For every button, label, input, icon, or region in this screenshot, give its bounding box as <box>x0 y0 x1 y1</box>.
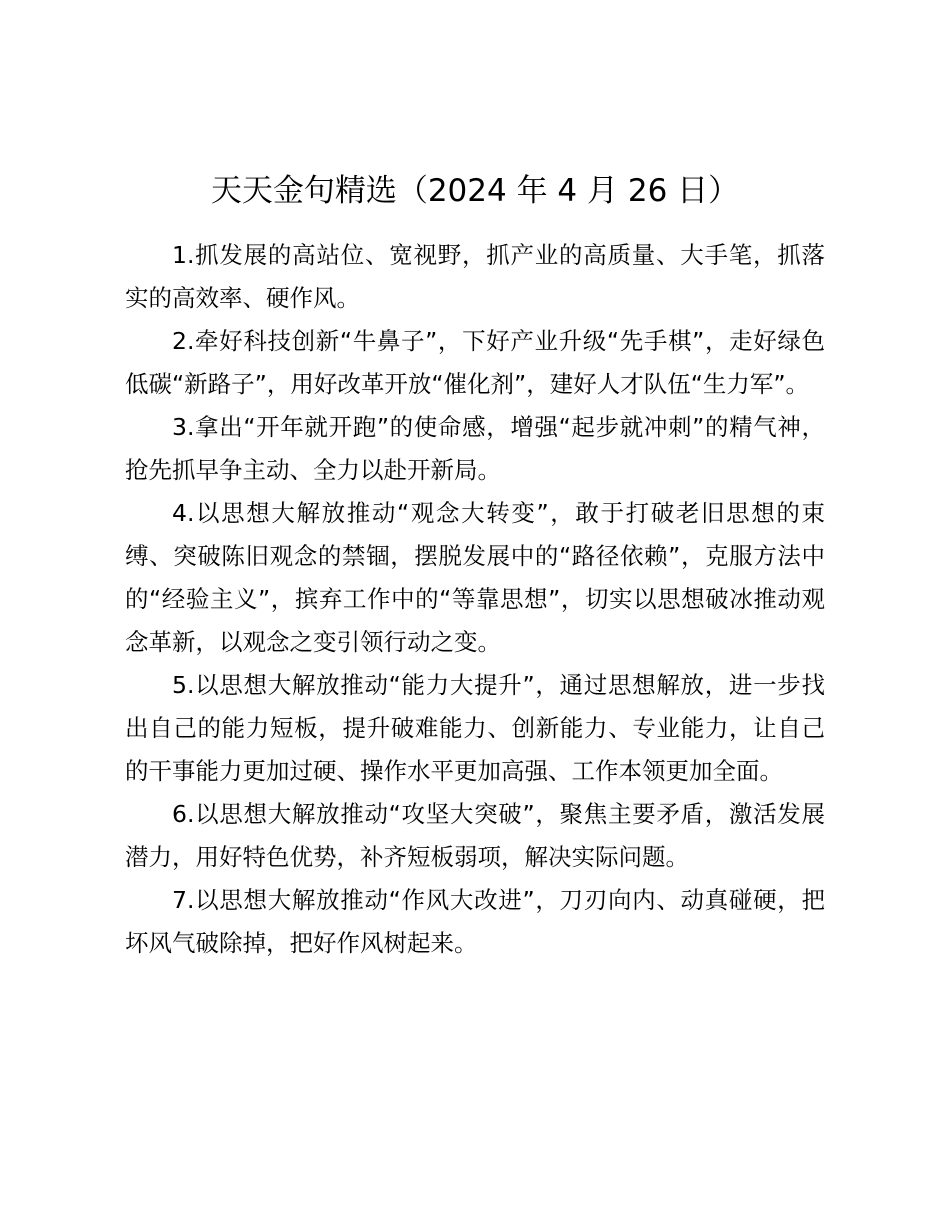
quote-paragraph-2: 2.牵好科技创新“牛鼻子”，下好产业升级“先手棋”，走好绿色低碳“新路子”，用好改革开放“催化剂”，建好人才队伍“生力军”。 <box>125 327 825 398</box>
quote-paragraph-6: 6.以思想大解放推动“攻坚大突破”，聚焦主要矛盾，激活发展潜力，用好特色优势，补齐短板弱项，解决实际问题。 <box>125 800 825 871</box>
quote-paragraph-1: 1.抓发展的高站位、宽视野，抓产业的高质量、大手笔，抓落实的高效率、硬作风。 <box>125 241 825 312</box>
quote-paragraph-7: 7.以思想大解放推动“作风大改进”，刀刃向内、动真碰硬，把坏风气破除掉，把好作风树起来。 <box>125 886 825 957</box>
quote-paragraph-5: 5.以思想大解放推动“能力大提升”，通过思想解放，进一步找出自己的能力短板，提升破难能力、创新能力、专业能力，让自己的干事能力更加过硬、操作水平更加高强、工作本领更加全面。 <box>125 671 825 785</box>
document-title: 天天金句精选（2024 年 4 月 26 日） <box>210 173 740 209</box>
document-body <box>125 234 825 965</box>
quote-paragraph-3: 3.拿出“开年就开跑”的使命感，增强“起步就冲刺”的精气神，抢先抓早争主动、全力以赴开新局。 <box>125 413 825 484</box>
quote-paragraph-4: 4.以思想大解放推动“观念大转变”，敢于打破老旧思想的束缚、突破陈旧观念的禁锢，摆脱发展中的“路径依赖”，克服方法中的“经验主义”，摈弃工作中的“等靠思想”，切实以思想破冰推动观念革新，以观念之变引领行动之变。 <box>125 499 825 656</box>
